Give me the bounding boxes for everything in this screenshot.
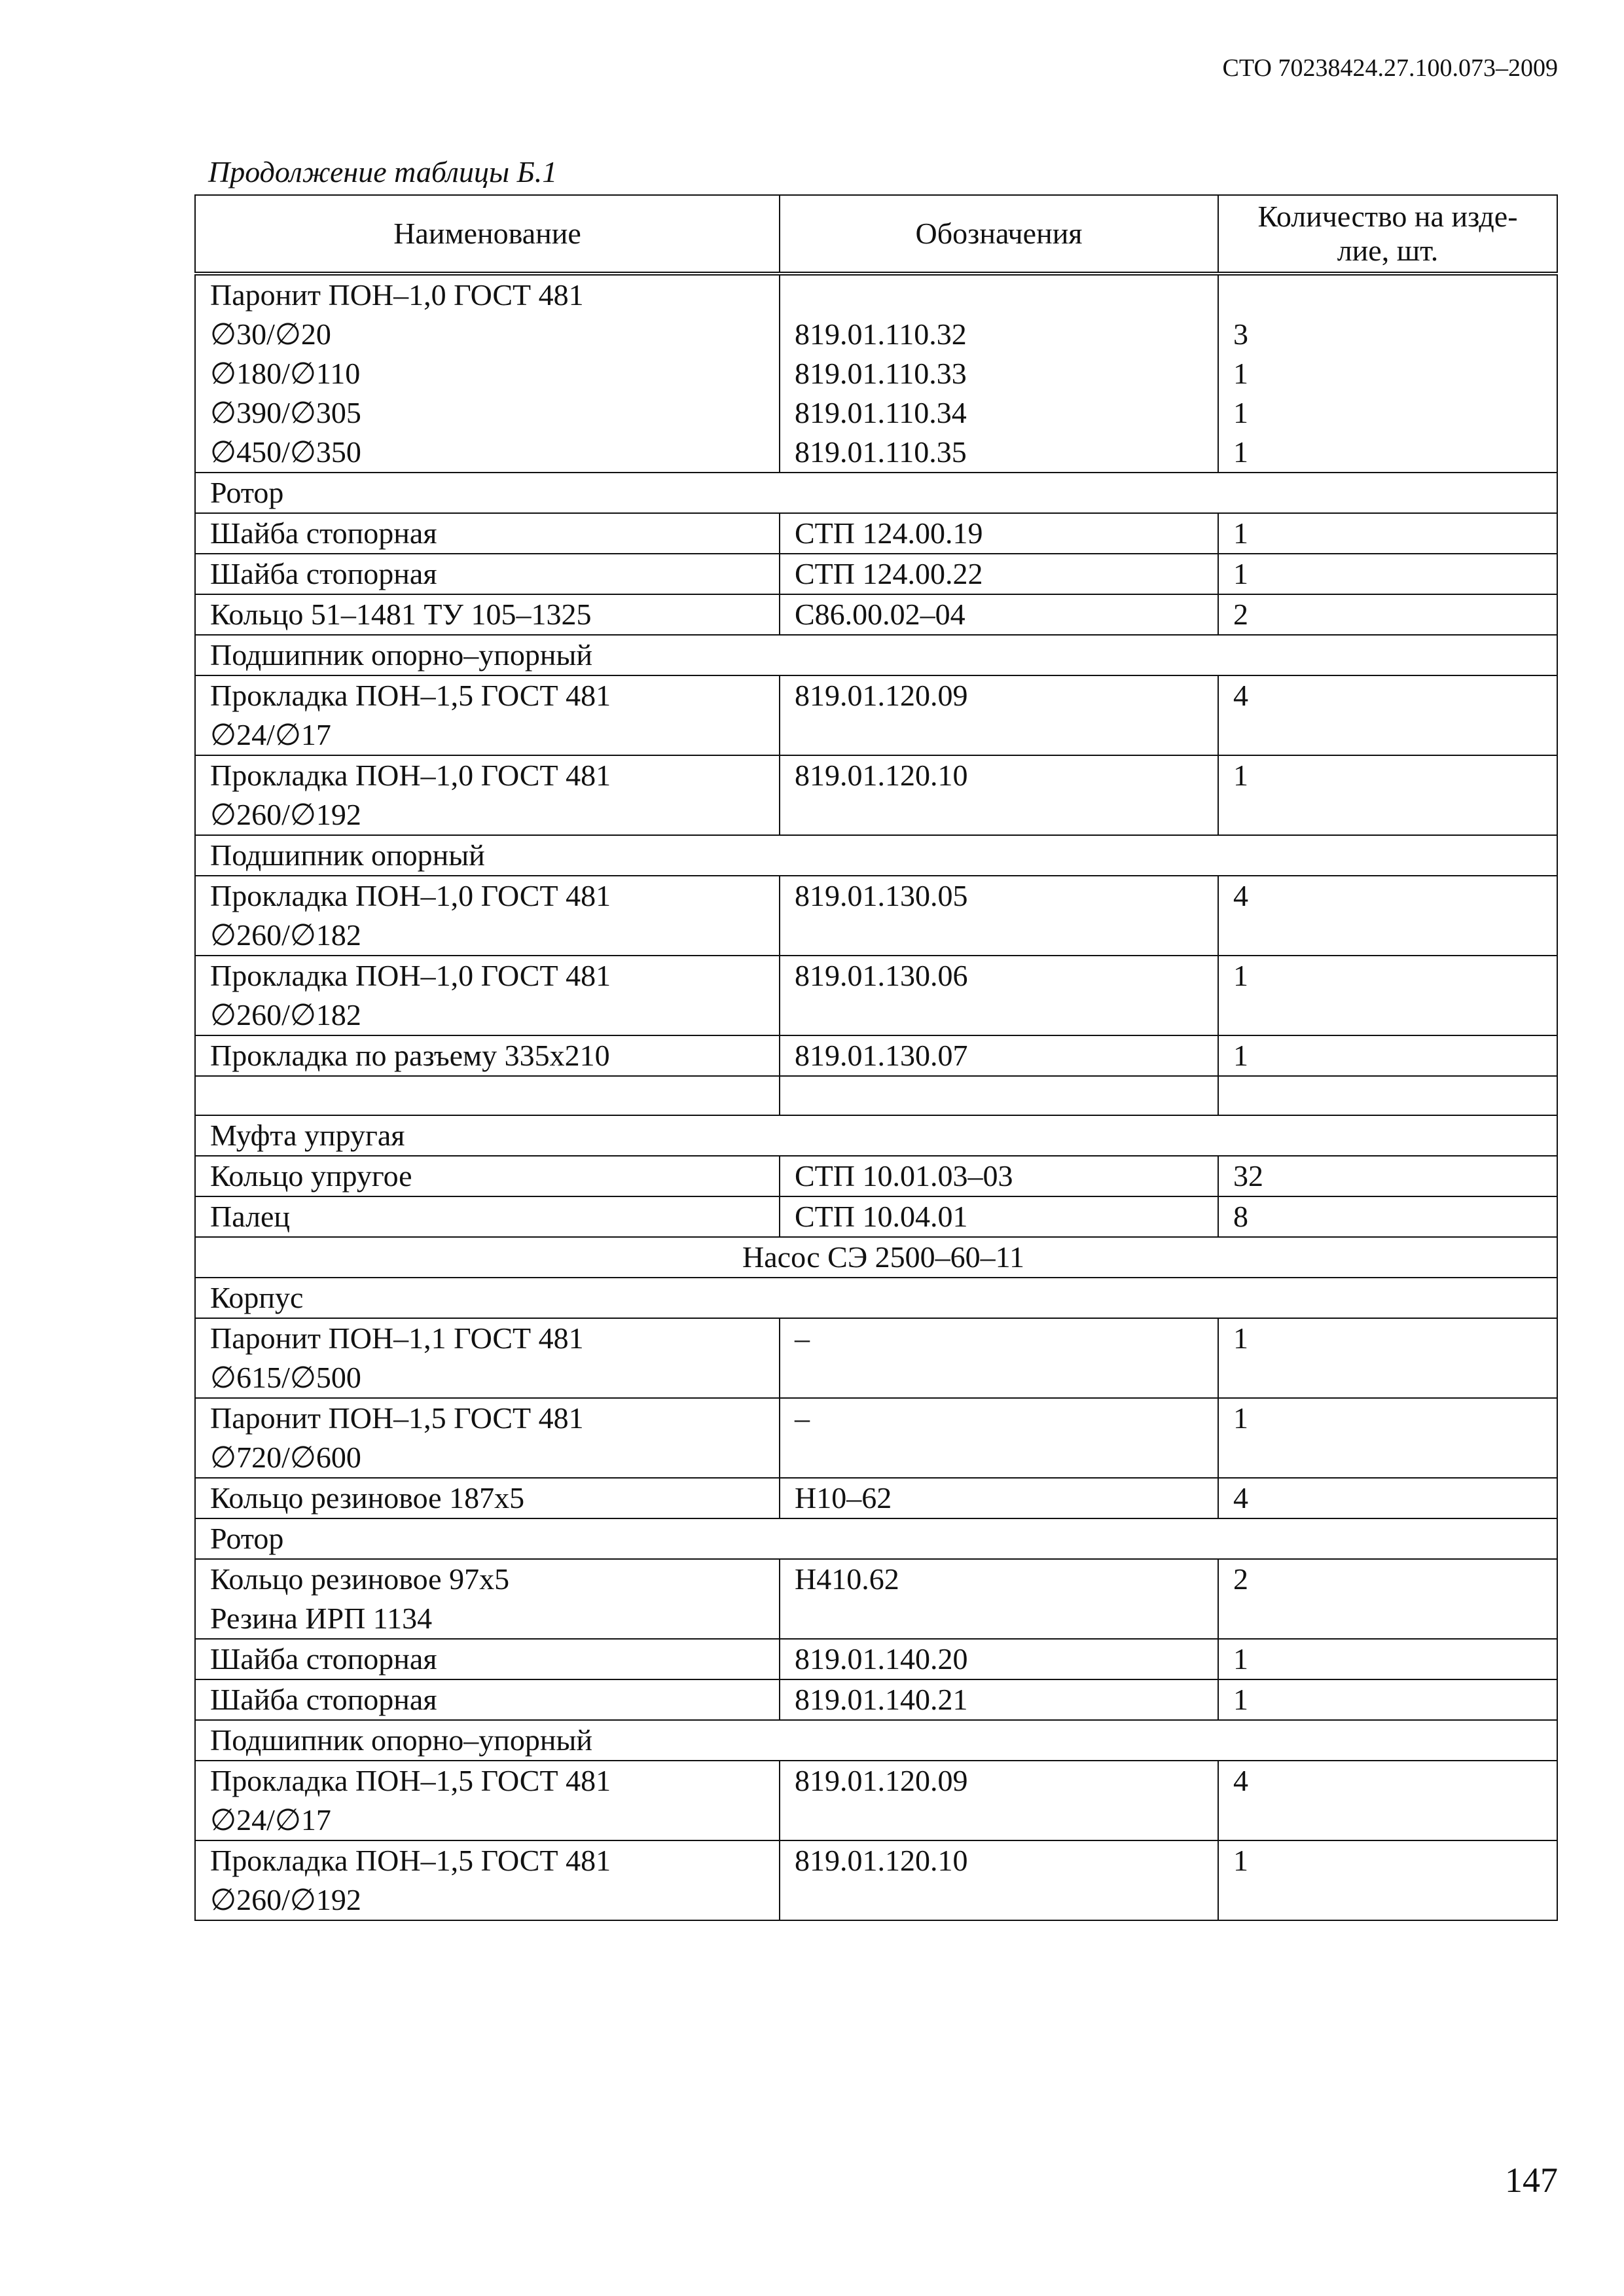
table-row	[195, 1318, 1557, 1398]
table-caption: Продолжение таблицы Б.1	[208, 155, 558, 188]
cell-designation: Н10–62	[780, 1478, 1218, 1518]
table-row	[195, 594, 1557, 635]
cell-quantity: 4	[1218, 876, 1557, 956]
table-row	[195, 1761, 1557, 1840]
column-header-name: Наименование	[195, 195, 780, 274]
product-title-row	[195, 1237, 1557, 1278]
table-row	[195, 1196, 1557, 1237]
table-row	[195, 1559, 1557, 1639]
cell-quantity: 1	[1218, 1398, 1557, 1478]
cell-quantity: 2	[1218, 594, 1557, 635]
table-row	[195, 1840, 1557, 1920]
empty-row	[195, 1076, 1557, 1115]
section-heading: Ротор	[195, 1518, 1557, 1559]
cell-designation: 819.01.140.21	[780, 1679, 1218, 1720]
cell-designation: Н410.62	[780, 1559, 1218, 1639]
cell-designation: 819.01.120.10	[780, 755, 1218, 835]
cell-name: Паронит ПОН–1,1 ГОСТ 481 ∅615/∅500	[195, 1318, 780, 1398]
cell-designation: 819.01.110.32 819.01.110.33 819.01.110.34 819.01.110.35	[780, 274, 1218, 473]
cell-designation: СТП 124.00.22	[780, 554, 1218, 594]
section-heading: Муфта упругая	[195, 1115, 1557, 1156]
empty-cell	[780, 1076, 1218, 1115]
cell-quantity: 1	[1218, 956, 1557, 1035]
cell-quantity: 1	[1218, 1840, 1557, 1920]
table-row	[195, 274, 1557, 473]
cell-designation: 819.01.140.20	[780, 1639, 1218, 1679]
cell-name: Прокладка ПОН–1,0 ГОСТ 481 ∅260/∅192	[195, 755, 780, 835]
section-row	[195, 635, 1557, 675]
cell-quantity: 4	[1218, 675, 1557, 755]
section-row	[195, 1115, 1557, 1156]
cell-quantity: 1	[1218, 1035, 1557, 1076]
section-row	[195, 1278, 1557, 1318]
table-row	[195, 1156, 1557, 1196]
table-row	[195, 1035, 1557, 1076]
cell-quantity: 1	[1218, 1318, 1557, 1398]
table-body	[195, 274, 1557, 1920]
cell-designation: 819.01.130.05	[780, 876, 1218, 956]
cell-quantity: 2	[1218, 1559, 1557, 1639]
cell-quantity: 1	[1218, 554, 1557, 594]
cell-designation: СТП 124.00.19	[780, 513, 1218, 554]
cell-designation: 819.01.130.07	[780, 1035, 1218, 1076]
column-header-designation: Обозначения	[780, 195, 1218, 274]
cell-name: Прокладка ПОН–1,0 ГОСТ 481 ∅260/∅182	[195, 876, 780, 956]
empty-cell	[195, 1076, 780, 1115]
cell-name: Прокладка ПОН–1,0 ГОСТ 481 ∅260/∅182	[195, 956, 780, 1035]
cell-name: Шайба стопорная	[195, 1679, 780, 1720]
section-heading: Подшипник опорно–упорный	[195, 1720, 1557, 1761]
cell-name: Паронит ПОН–1,5 ГОСТ 481 ∅720/∅600	[195, 1398, 780, 1478]
page-number: 147	[1505, 2161, 1558, 2200]
cell-name: Кольцо 51–1481 ТУ 105–1325	[195, 594, 780, 635]
parts-table	[194, 194, 1558, 1921]
header-row	[195, 195, 1557, 274]
cell-quantity: 1	[1218, 1639, 1557, 1679]
standard-code: СТО 70238424.27.100.073–2009	[1222, 54, 1558, 82]
table-row	[195, 1398, 1557, 1478]
table-row	[195, 1679, 1557, 1720]
table-row	[195, 1478, 1557, 1518]
table-header	[195, 195, 1557, 274]
table-row	[195, 755, 1557, 835]
section-heading: Корпус	[195, 1278, 1557, 1318]
cell-designation: 819.01.120.09	[780, 1761, 1218, 1840]
table-row	[195, 956, 1557, 1035]
cell-designation: 819.01.130.06	[780, 956, 1218, 1035]
cell-name: Шайба стопорная	[195, 1639, 780, 1679]
section-row	[195, 1518, 1557, 1559]
cell-name: Шайба стопорная	[195, 513, 780, 554]
cell-quantity: 1	[1218, 513, 1557, 554]
table-row	[195, 513, 1557, 554]
cell-designation: СТП 10.04.01	[780, 1196, 1218, 1237]
cell-name: Прокладка ПОН–1,5 ГОСТ 481 ∅260/∅192	[195, 1840, 780, 1920]
cell-quantity: 3 1 1 1	[1218, 274, 1557, 473]
cell-designation: 819.01.120.10	[780, 1840, 1218, 1920]
cell-designation: –	[780, 1398, 1218, 1478]
table-row	[195, 675, 1557, 755]
cell-name: Прокладка ПОН–1,5 ГОСТ 481 ∅24/∅17	[195, 1761, 780, 1840]
cell-designation: 819.01.120.09	[780, 675, 1218, 755]
cell-quantity: 1	[1218, 1679, 1557, 1720]
section-heading: Ротор	[195, 473, 1557, 513]
cell-designation: С86.00.02–04	[780, 594, 1218, 635]
section-heading: Подшипник опорно–упорный	[195, 635, 1557, 675]
cell-name: Кольцо резиновое 97х5 Резина ИРП 1134	[195, 1559, 780, 1639]
section-row	[195, 473, 1557, 513]
empty-cell	[1218, 1076, 1557, 1115]
cell-quantity: 1	[1218, 755, 1557, 835]
product-title: Насос СЭ 2500–60–11	[195, 1237, 1557, 1278]
section-row	[195, 835, 1557, 876]
table-row	[195, 554, 1557, 594]
section-row	[195, 1720, 1557, 1761]
cell-name: Палец	[195, 1196, 780, 1237]
cell-name: Кольцо резиновое 187х5	[195, 1478, 780, 1518]
cell-name: Кольцо упругое	[195, 1156, 780, 1196]
cell-quantity: 8	[1218, 1196, 1557, 1237]
cell-designation: СТП 10.01.03–03	[780, 1156, 1218, 1196]
cell-name: Паронит ПОН–1,0 ГОСТ 481 ∅30/∅20 ∅180/∅110 ∅390/∅305 ∅450/∅350	[195, 274, 780, 473]
cell-designation: –	[780, 1318, 1218, 1398]
cell-quantity: 32	[1218, 1156, 1557, 1196]
cell-name: Шайба стопорная	[195, 554, 780, 594]
cell-name: Прокладка по разъему 335х210	[195, 1035, 780, 1076]
column-header-quantity: Количество на изде- лие, шт.	[1218, 195, 1557, 274]
section-heading: Подшипник опорный	[195, 835, 1557, 876]
cell-quantity: 4	[1218, 1761, 1557, 1840]
table-row	[195, 876, 1557, 956]
table-row	[195, 1639, 1557, 1679]
cell-quantity: 4	[1218, 1478, 1557, 1518]
cell-name: Прокладка ПОН–1,5 ГОСТ 481 ∅24/∅17	[195, 675, 780, 755]
